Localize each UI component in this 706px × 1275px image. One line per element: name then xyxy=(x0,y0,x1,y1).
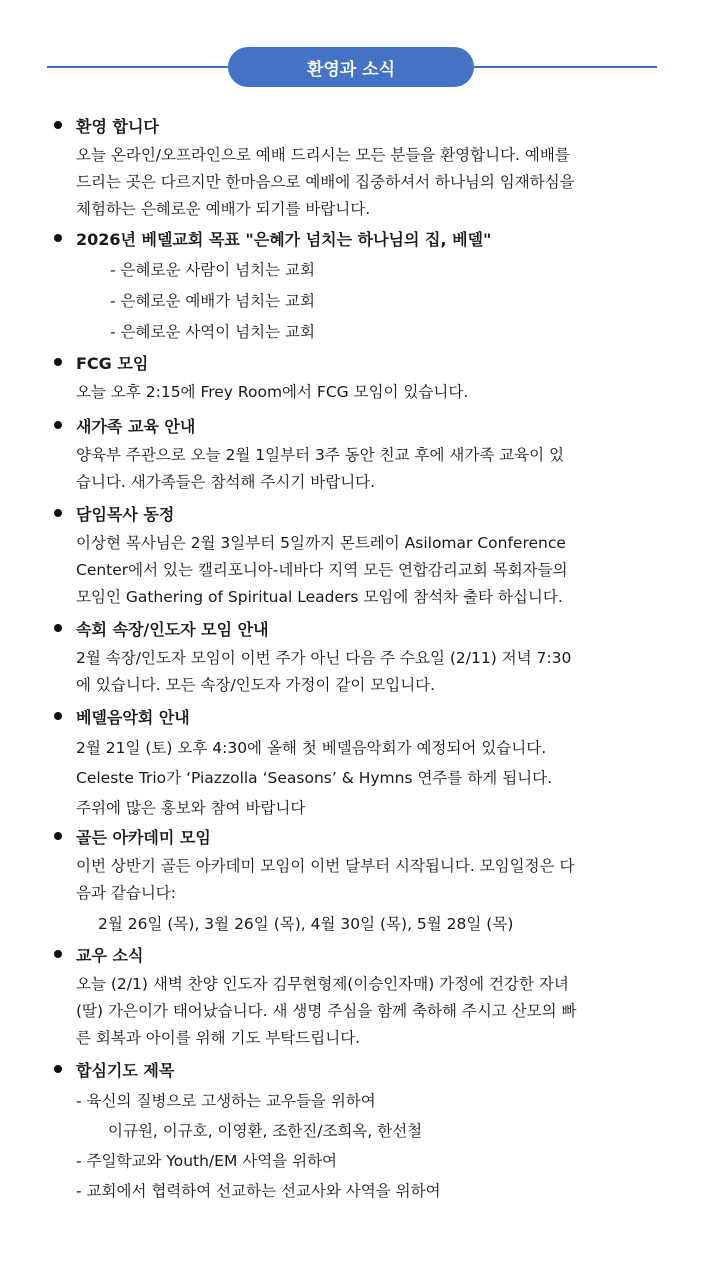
announcement-prayer xyxy=(54,1056,661,1206)
body-line: Center에서 있는 캘리포니아-네바다 지역 모든 연합감리교회 목회자들의 xyxy=(76,561,568,579)
announcement-title: 교우 소식 xyxy=(76,946,144,965)
prayer-item: - 교회에서 협력하여 선교하는 선교사와 사역을 위하여 xyxy=(76,1182,441,1200)
bullet-icon xyxy=(54,624,62,632)
announcement-list xyxy=(0,112,706,1206)
announcement-member-news xyxy=(54,941,661,1052)
announcement-body xyxy=(76,442,661,496)
announcement-body xyxy=(76,379,661,406)
body-line: 오늘 온라인/오프라인으로 예배 드리시는 모든 분들을 환영합니다. 예배를 xyxy=(76,146,570,164)
announcement-title: 새가족 교육 안내 xyxy=(76,417,196,436)
bullet-icon xyxy=(54,358,62,366)
announcement-goal xyxy=(54,225,661,348)
announcement-body xyxy=(76,971,661,1052)
body-line: (딸) 가은이가 태어났습니다. 새 생명 주심을 함께 축하해 주시고 산모의 빠 xyxy=(76,1002,577,1020)
announcement-body xyxy=(76,142,661,223)
body-line: 체험하는 은혜로운 예배가 되기를 바랍니다. xyxy=(76,200,371,218)
body-line: 모임인 Gathering of Spiritual Leaders 모임에 참석차 출타 하십니다. xyxy=(76,588,563,606)
body-line: 음과 같습니다: xyxy=(76,884,176,902)
bullet-icon xyxy=(54,509,62,517)
announcement-title: 골든 아카데미 모임 xyxy=(76,828,211,847)
body-line: 오늘 오후 2:15에 Frey Room에서 FCG 모임이 있습니다. xyxy=(76,383,469,401)
schedule-dates: 2월 26일 (목), 3월 26일 (목), 4월 30일 (목), 5월 28일 (목) xyxy=(98,915,514,933)
bullet-icon xyxy=(54,1065,62,1073)
announcement-pastor xyxy=(54,500,661,611)
body-line: 양육부 주관으로 오늘 2월 1일부터 3주 동안 친교 후에 새가족 교육이 있 xyxy=(76,446,565,464)
section-title-pill xyxy=(228,47,474,87)
announcement-fcg xyxy=(54,349,661,406)
announcement-welcome xyxy=(54,112,661,223)
bullet-icon xyxy=(54,832,62,840)
announcement-title: 속회 속장/인도자 모임 안내 xyxy=(76,620,269,639)
body-line: 른 회복과 아이를 위해 기도 부탁드립니다. xyxy=(76,1029,361,1047)
body-line: 이상현 목사님은 2월 3일부터 5일까지 몬트레이 Asilomar Conference xyxy=(76,534,566,552)
announcement-title: 환영 합니다 xyxy=(76,117,159,136)
goal-item: - 은혜로운 사역이 넘치는 교회 xyxy=(110,323,315,341)
body-line: 에 있습니다. 모든 속장/인도자 가정이 같이 모입니다. xyxy=(76,676,436,694)
announcement-leaders xyxy=(54,615,661,699)
bullet-icon xyxy=(54,121,62,129)
announcement-title: 2026년 베델교회 목표 "은혜가 넘치는 하나님의 집, 베델" xyxy=(76,230,492,249)
announcement-concert xyxy=(54,703,661,823)
announcement-golden-academy xyxy=(54,823,661,941)
section-title: 환영과 소식 xyxy=(306,59,396,80)
announcement-title: 베델음악회 안내 xyxy=(76,708,190,727)
announcement-newcomer xyxy=(54,412,661,496)
announcement-body xyxy=(76,733,661,823)
header-rule-left xyxy=(47,66,247,68)
announcement-body xyxy=(76,530,661,611)
body-line: 습니다. 새가족들은 참석해 주시기 바랍니다. xyxy=(76,473,376,491)
body-line: 드리는 곳은 다르지만 한마음으로 예배에 집중하셔서 하나님의 임재하심을 xyxy=(76,173,575,191)
section-header xyxy=(0,47,706,87)
header-rule-right xyxy=(459,66,657,68)
bullet-icon xyxy=(54,712,62,720)
body-line: 주위에 많은 홍보와 참여 바랍니다 xyxy=(76,799,306,817)
announcement-title: FCG 모임 xyxy=(76,354,149,373)
goal-item: - 은혜로운 사람이 넘치는 교회 xyxy=(110,261,315,279)
prayer-item: - 육신의 질병으로 고생하는 교우들을 위하여 xyxy=(76,1092,376,1110)
bullet-icon xyxy=(54,234,62,242)
body-line: 2월 속장/인도자 모임이 이번 주가 아닌 다음 주 수요일 (2/11) 저녁 7:30 xyxy=(76,649,572,667)
body-line: 오늘 (2/1) 새벽 찬양 인도자 김무현형제(이승인자매) 가정에 건강한 자녀 xyxy=(76,975,569,993)
announcement-title: 담임목사 동정 xyxy=(76,505,175,524)
goal-item: - 은혜로운 예배가 넘치는 교회 xyxy=(110,292,315,310)
goal-list xyxy=(76,255,661,348)
prayer-list xyxy=(76,1086,661,1206)
announcement-body xyxy=(76,853,661,941)
prayer-names: 이규원, 이규호, 이영환, 조한진/조희옥, 한선철 xyxy=(108,1122,423,1140)
body-line: 2월 21일 (토) 오후 4:30에 올해 첫 베델음악회가 예정되어 있습니다. xyxy=(76,739,547,757)
bullet-icon xyxy=(54,950,62,958)
bullet-icon xyxy=(54,421,62,429)
prayer-item: - 주일학교와 Youth/EM 사역을 위하여 xyxy=(76,1152,338,1170)
body-line: Celeste Trio가 ‘Piazzolla ‘Seasons’ & Hymns 연주를 하게 됩니다. xyxy=(76,769,553,787)
announcement-title: 합심기도 제목 xyxy=(76,1061,175,1080)
body-line: 이번 상반기 골든 아카데미 모임이 이번 달부터 시작됩니다. 모임일정은 다 xyxy=(76,857,575,875)
announcement-body xyxy=(76,645,661,699)
